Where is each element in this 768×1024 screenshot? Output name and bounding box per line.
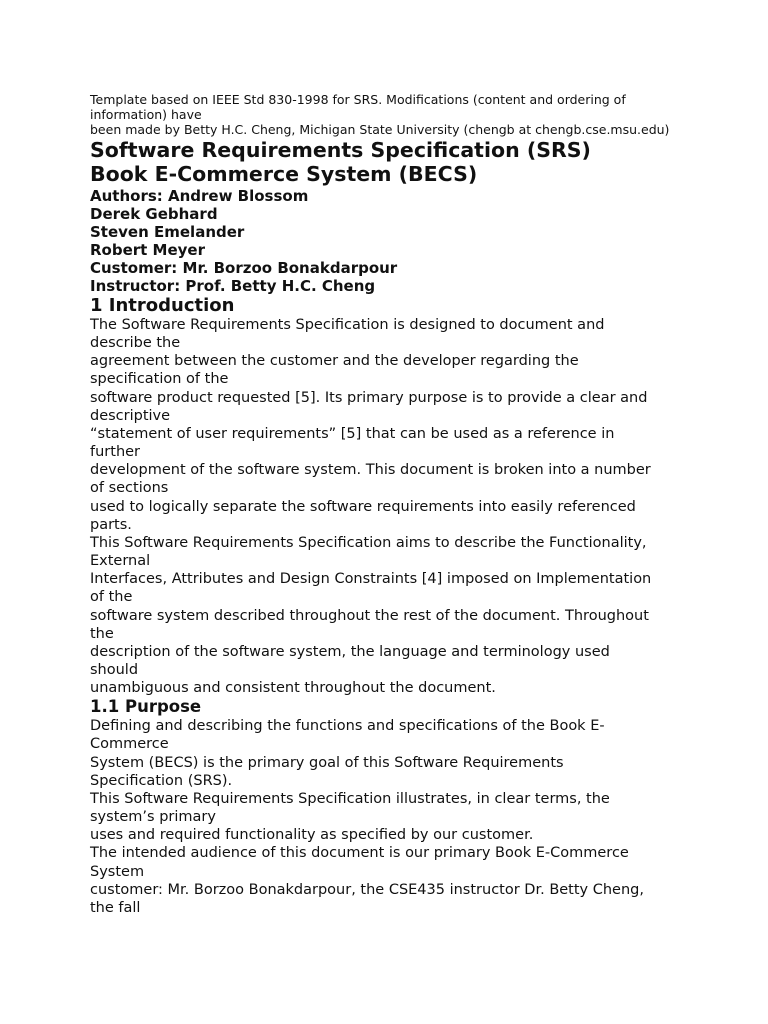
- text-line: agreement between the customer and the developer regarding the: [90, 353, 579, 370]
- customer-line: Customer: Mr. Borzoo Bonakdarpour: [90, 259, 398, 277]
- text-line: software system described throughout the rest of the document. Throughout: [90, 607, 649, 624]
- text-line: This Software Requirements Specification illustrates, in clear terms, the: [90, 790, 610, 807]
- text-line: The Software Requirements Specification is designed to document and: [90, 317, 605, 333]
- section-heading-purpose: 1.1 Purpose: [90, 697, 202, 717]
- system-title: Book E-Commerce System (BECS): [90, 162, 478, 186]
- text-line: descriptive: [90, 407, 171, 424]
- text-line: customer: Mr. Borzoo Bonakdarpour, the CSE435 instructor Dr. Betty Cheng,: [90, 881, 644, 898]
- purpose-paragraph-3: [90, 844, 690, 917]
- author-name: Derek Gebhard: [90, 205, 218, 223]
- text-line: development of the software system. This document is broken into a number: [90, 462, 651, 479]
- text-line: the fall: [90, 899, 141, 916]
- author-name: Steven Emelander: [90, 223, 245, 241]
- text-line: further: [90, 444, 141, 461]
- instructor-line: Instructor: Prof. Betty H.C. Cheng: [90, 277, 376, 295]
- text-line: Defining and describing the functions and specifications of the Book E-: [90, 718, 605, 735]
- text-line: System (BECS) is the primary goal of this Software Requirements: [90, 754, 564, 771]
- text-line: parts.: [90, 516, 132, 533]
- text-line: should: [90, 661, 139, 678]
- text-line: Interfaces, Attributes and Design Constraints [4] imposed on Implementation: [90, 571, 652, 588]
- text-line: The intended audience of this document is our primary Book E-Commerce: [90, 845, 629, 862]
- document-page: [90, 92, 690, 917]
- authors-line: Authors: Andrew Blossom: [90, 187, 309, 205]
- text-line: of sections: [90, 480, 169, 497]
- document-title: Software Requirements Specification (SRS): [90, 138, 591, 162]
- purpose-paragraph-1: [90, 717, 690, 790]
- text-line: system’s primary: [90, 809, 216, 826]
- text-line: description of the software system, the language and terminology used: [90, 643, 610, 660]
- template-note-line: been made by Betty H.C. Cheng, Michigan State University (chengb at chengb.cse.msu.edu): [90, 122, 670, 137]
- text-line: This Software Requirements Specification aims to describe the Functionality,: [90, 534, 647, 551]
- template-note: [90, 92, 690, 137]
- text-line: Commerce: [90, 736, 169, 753]
- text-line: software product requested [5]. Its primary purpose is to provide a clear and: [90, 389, 648, 406]
- text-line: Specification (SRS).: [90, 772, 233, 789]
- text-line: External: [90, 553, 151, 570]
- intro-paragraph-2: [90, 534, 690, 697]
- text-line: the: [90, 625, 114, 642]
- text-line: System: [90, 863, 145, 880]
- text-line: describe the: [90, 335, 181, 352]
- text-line: uses and required functionality as specified by our customer.: [90, 827, 534, 844]
- purpose-paragraph-2: [90, 790, 690, 844]
- template-note-line: Template based on IEEE Std 830-1998 for SRS. Modifications (content and ordering of: [90, 92, 626, 107]
- text-line: “statement of user requirements” [5] that can be used as a reference in: [90, 425, 615, 442]
- template-note-line: information) have: [90, 107, 202, 122]
- author-name: Robert Meyer: [90, 241, 206, 259]
- text-line: specification of the: [90, 371, 229, 388]
- text-line: used to logically separate the software requirements into easily referenced: [90, 498, 636, 515]
- text-line: of the: [90, 589, 133, 606]
- section-heading-introduction: 1 Introduction: [90, 295, 235, 316]
- intro-paragraph-1: [90, 316, 690, 534]
- text-line: unambiguous and consistent throughout the document.: [90, 680, 496, 697]
- people-block: [90, 187, 690, 295]
